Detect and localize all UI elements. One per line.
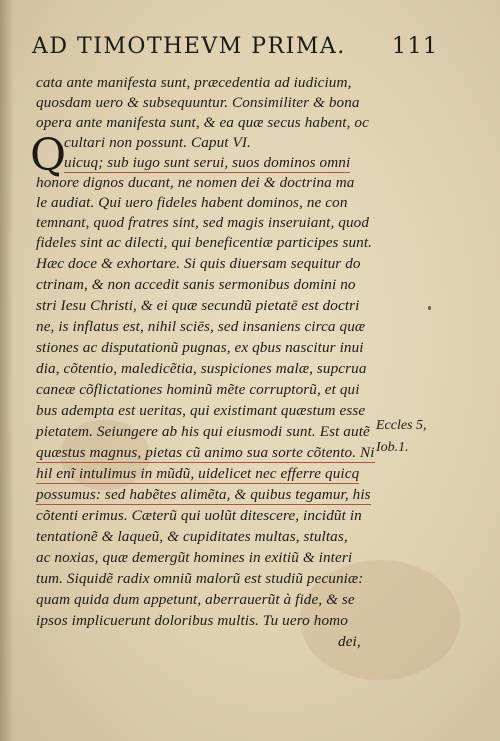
text-line: hil enĩ intulimus in mũdũ, uidelicet nec efferre quicq (36, 465, 360, 482)
text-line: opera ante manifesta sunt, & ea quæ secus habent, oc (36, 114, 369, 131)
text-line: cõtenti erimus. Cæterũ qui uolũt ditescere, incidũt in (36, 507, 362, 524)
text-line: Hæc doce & exhortare. Si quis diuersam sequitur do (36, 255, 361, 272)
text-line: pietatem. Seiungere ab his qui eiusmodi sunt. Est autẽ (36, 423, 370, 440)
text-line: tum. Siquidẽ radix omniũ malorũ est studiũ pecuniæ: (36, 570, 364, 587)
text-line: quosdam uero & subsequuntur. Consimiliter & bona (36, 94, 360, 111)
text-line: possumus: sed habẽtes alimẽta, & quibus tegamur, his (36, 486, 371, 503)
text-line: honore dignos ducant, ne nomen dei & doctrina ma (36, 174, 355, 191)
running-title: AD TIMOTHEVM PRIMA. (32, 34, 346, 59)
margin-reference: Eccles 5, (376, 418, 427, 433)
margin-reference: Iob.1. (376, 440, 409, 455)
text-line: stiones ac disputationũ pugnas, ex qbus nascitur inui (36, 339, 364, 356)
text-line: caneæ cõflictationes hominũ mẽte corruptorũ, et qui (36, 381, 360, 398)
text-line: ac noxias, quæ demergũt homines in exitiũ & interi (36, 549, 353, 566)
text-line: quam quida dum appetunt, aberrauerũt à fide, & se (36, 591, 355, 608)
text-line: tentationẽ & laqueũ, & cupiditates multas, stultas, (36, 528, 348, 545)
text-line: dia, cõtentio, maledicẽtia, suspiciones malæ, supcrua (36, 360, 367, 377)
text-line: ctrinam, & non accedit sanis sermonibus domini no (36, 276, 356, 293)
text-line: fideles sint ac dilecti, qui beneficentiæ participes sunt. (36, 234, 373, 251)
gutter-shadow (0, 0, 14, 741)
text-line: bus adempta est ueritas, qui existimant quæstum esse (36, 402, 366, 419)
folio-number: 111 (392, 34, 439, 59)
text-line: cata ante manifesta sunt, præcedentia ad iudicium, (36, 74, 352, 91)
text-line: temnant, quod fratres sint, sed magis inseruiant, quod (36, 214, 370, 231)
catchword: dei, (338, 633, 361, 650)
text-line: stri Iesu Christi, & ei quæ secundũ pietatē est doctri (36, 297, 360, 314)
drop-capital: Q (30, 130, 67, 181)
text-line: ipsos implicuerunt doloribus multis. Tu uero homo (36, 612, 348, 629)
text-line: uicuq; sub iugo sunt serui, suos dominos omni (64, 154, 351, 171)
text-line: le audiat. Qui uero fideles habent dominos, ne con (36, 194, 348, 211)
running-header (32, 34, 472, 59)
ink-speck (428, 306, 431, 310)
text-line: ne, is inflatus est, nihil sciēs, sed insaniens circa quæ (36, 318, 366, 335)
text-line: quæstus magnus, pietas cũ animo sua sorte cõtento. Ni (36, 444, 375, 461)
text-line: cultari non possunt. Caput VI. (64, 134, 251, 151)
